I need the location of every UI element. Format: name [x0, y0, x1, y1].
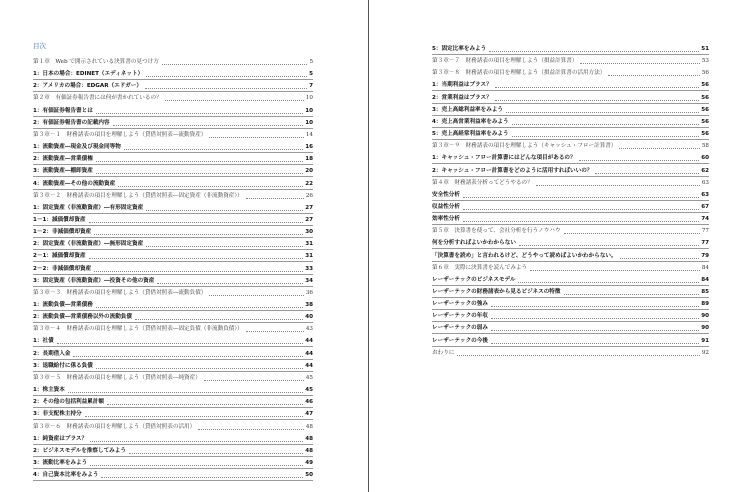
toc-page-number: 56 [701, 118, 709, 125]
toc-entry[interactable] [432, 117, 709, 127]
toc-entry[interactable] [33, 251, 313, 261]
toc-dot-leader [129, 453, 303, 454]
toc-page-number: 44 [305, 338, 313, 345]
toc-entry-title: 2：有価証券報告書の記載内容 [33, 119, 110, 126]
toc-entry-title: 2：その他の包括利益累計額 [33, 399, 105, 406]
toc-dot-leader [536, 185, 700, 186]
toc-dot-leader [463, 197, 699, 198]
toc-page-number: 90 [701, 325, 709, 332]
toc-dot-leader [491, 330, 699, 331]
toc-entry[interactable] [33, 203, 313, 213]
toc-dot-leader [145, 88, 307, 89]
toc-entry[interactable] [33, 458, 313, 468]
toc-dot-leader [489, 51, 699, 52]
toc-entry[interactable] [33, 276, 313, 286]
toc-entry[interactable] [33, 118, 313, 128]
toc-page-number: 85 [701, 289, 709, 295]
toc-entry[interactable] [33, 215, 313, 225]
toc-page-number: 79 [701, 252, 709, 259]
toc-entry-title: 3：流動資産―棚卸資産 [33, 168, 93, 175]
toc-entry-title: 3：流動比率をみよう [33, 459, 88, 466]
toc-entry[interactable] [33, 93, 313, 103]
toc-page-number: 38 [305, 302, 313, 308]
toc-entry[interactable] [33, 324, 313, 334]
toc-dot-leader [113, 125, 304, 126]
toc-page-number: 22 [305, 180, 313, 187]
toc-entry-title: 1：社債 [33, 338, 54, 345]
toc-page-number: 45 [305, 387, 313, 394]
toc-dot-leader [595, 173, 699, 174]
toc-dot-leader [579, 160, 700, 161]
toc-page-number: 48 [305, 423, 313, 430]
toc-entry[interactable] [33, 57, 313, 67]
toc-entry-title: 2：営業利益はプラス？ [432, 94, 492, 101]
toc-entry-title: 第１章 Web で開示されている決算書の見つけ方 [33, 59, 159, 65]
toc-dot-leader [73, 356, 303, 357]
toc-entry[interactable] [432, 214, 709, 224]
toc-entry[interactable] [432, 141, 709, 151]
toc-page-number: 50 [305, 472, 313, 479]
toc-page-number: 46 [305, 399, 313, 406]
toc-dot-leader [90, 441, 303, 442]
toc-dot-leader [491, 343, 699, 344]
toc-entry-title: 5：売上高経常利益率をみよう [432, 131, 509, 138]
toc-dot-leader [246, 198, 304, 199]
toc-page-number: 62 [701, 167, 709, 174]
toc-page-number: 5 [309, 71, 313, 78]
toc-page-number: 56 [701, 82, 709, 89]
toc-dot-leader [118, 186, 303, 187]
toc-dot-leader [96, 307, 303, 308]
toc-title: 目次 [33, 42, 46, 50]
toc-entry[interactable] [432, 238, 709, 248]
toc-dot-leader [96, 113, 303, 114]
toc-entry-title: レーザーテックの財務諸表から見るビジネスの特徴 [432, 289, 561, 295]
toc-entry-title: 2－1：減価償却資産 [33, 253, 86, 260]
toc-entry-title: 第３章－４ 財務諸表の項目を理解しよう（貸借対照表―固定負債（非流動負債）） [33, 326, 243, 333]
toc-page-number: 45 [305, 374, 313, 381]
toc-entry-title: 第３章－５ 財務諸表の項目を理解しよう（貸借対照表―純資産） [33, 374, 201, 381]
toc-page-number: 20 [305, 168, 313, 175]
toc-entry[interactable] [432, 93, 709, 103]
toc-dot-leader [457, 355, 699, 356]
toc-dot-leader [89, 258, 304, 259]
toc-dot-leader [204, 380, 304, 381]
toc-dot-leader [620, 258, 700, 259]
toc-entry[interactable] [432, 178, 709, 188]
toc-page-number: 77 [701, 228, 709, 235]
toc-entry[interactable] [33, 422, 313, 432]
toc-entry-title: 5：固定比率をみよう [432, 46, 487, 52]
toc-dot-leader [491, 318, 699, 319]
toc-entry-title: レーザーテックの強み [432, 301, 488, 308]
toc-dot-leader [209, 137, 303, 138]
toc-entry-title: 第３章－８ 財務諸表の項目を理解しよう（損益計算書の活用方法） [432, 70, 606, 77]
toc-dot-leader [90, 465, 303, 466]
toc-entry-title: レーザーテックのビジネスモデル [432, 276, 516, 283]
toc-entry[interactable] [432, 56, 709, 66]
toc-entry-title: 3：非支配株主持分 [33, 411, 82, 418]
toc-dot-leader [146, 210, 303, 211]
toc-page-number: 51 [701, 46, 709, 52]
toc-dot-leader [107, 404, 303, 405]
toc-entry[interactable] [33, 446, 313, 456]
toc-entry-title: 第３章－９ 財務諸表の項目を理解しよう（キャッシュ・フロー計算書） [432, 143, 617, 150]
toc-entry[interactable] [33, 361, 313, 371]
toc-dot-leader [564, 233, 700, 234]
toc-entry-title: 安全性分析 [432, 191, 460, 198]
toc-page-number: 49 [305, 459, 313, 466]
toc-entry-title: 「決算書を読め」と言われるけど、どうやって読めばよいかわからない。 [432, 252, 617, 259]
toc-entry-title: 2：流動資産―営業債権 [33, 156, 93, 163]
toc-entry[interactable] [432, 68, 709, 78]
toc-entry-title: 1：日本の場合：EDINET（エディネット） [33, 71, 144, 78]
toc-page-number: 63 [701, 179, 709, 186]
toc-dot-leader [68, 392, 303, 393]
toc-entry[interactable] [33, 264, 313, 274]
toc-entry-title: 第６章 実際に決算書を読んでみよう [432, 264, 528, 271]
toc-entry[interactable] [33, 166, 313, 176]
toc-page-number: 27 [305, 204, 313, 211]
toc-entry-title: 第２章 有価証券報告書には何が書かれているの？ [33, 95, 162, 102]
toc-page-number: 48 [305, 435, 313, 442]
toc-entry[interactable] [432, 336, 709, 346]
toc-entry[interactable] [33, 373, 313, 383]
toc-entry-title: 第３章－７ 財務諸表の項目を理解しよう（損益計算書） [432, 58, 578, 65]
toc-entry-title: 1：純資産はプラス？ [33, 435, 88, 442]
toc-entry-title: 3：売上高総利益率をみよう [432, 106, 504, 113]
toc-page-number: 27 [305, 216, 313, 223]
toc-dot-leader [85, 416, 304, 417]
toc-page-number: 63 [701, 191, 709, 198]
toc-entry-title: 収益性分析 [432, 203, 460, 210]
toc-page-number: 31 [305, 253, 313, 260]
toc-dot-leader [89, 222, 304, 223]
toc-entry[interactable] [432, 275, 709, 285]
toc-entry[interactable] [33, 227, 313, 237]
toc-entry[interactable] [432, 129, 709, 139]
toc-dot-leader [512, 124, 700, 125]
toc-entry[interactable] [33, 409, 313, 419]
toc-entry[interactable] [33, 288, 313, 298]
toc-page-number: 89 [701, 301, 709, 308]
toc-page-number: 44 [305, 362, 313, 369]
toc-page-number: 34 [305, 277, 313, 284]
toc-entry-title: レーザーテックの弱み [432, 325, 488, 332]
toc-dot-leader [57, 343, 304, 344]
toc-page-number: 31 [305, 241, 313, 248]
toc-entry[interactable] [432, 287, 709, 297]
toc-page-number: 36 [305, 289, 313, 296]
toc-entry[interactable] [432, 299, 709, 309]
toc-entry[interactable] [33, 312, 313, 322]
toc-entry[interactable] [432, 226, 709, 236]
toc-page-number: 40 [305, 314, 313, 321]
toc-page-number: 10 [305, 107, 313, 114]
toc-entry[interactable] [432, 80, 709, 90]
toc-entry-title: 2：固定資産（非流動資産）―無形固定資産 [33, 241, 144, 248]
toc-entry-title: 4：自己資本比率をみよう [33, 472, 99, 479]
toc-page-number: 56 [701, 106, 709, 113]
toc-entry[interactable] [432, 323, 709, 333]
toc-page-number: 56 [701, 70, 709, 77]
toc-dot-leader [146, 246, 303, 247]
toc-entry-title: 1：固定資産（非流動資産）―有形固定資産 [33, 204, 144, 211]
toc-entry[interactable] [33, 81, 313, 91]
toc-entry[interactable] [432, 105, 709, 115]
toc-page-number: 16 [305, 144, 313, 151]
toc-entry[interactable] [33, 300, 313, 310]
page-divider [368, 0, 369, 492]
toc-entry[interactable] [33, 130, 313, 140]
toc-page-number: 74 [701, 216, 709, 223]
toc-entry-title: 1－2：非減価償却資産 [33, 229, 92, 236]
toc-dot-leader [209, 295, 303, 296]
toc-page-number: 10 [305, 95, 313, 102]
toc-entry-title: 第３章－１ 財務諸表の項目を理解しよう（貸借対照表―流動資産） [33, 131, 207, 138]
toc-entry-title: 2：流動負債―営業債務以外の流動負債 [33, 314, 132, 321]
toc-dot-leader [135, 319, 303, 320]
toc-dot-leader [495, 100, 700, 101]
toc-page-number: 92 [701, 349, 709, 356]
toc-page-number: 26 [305, 192, 313, 199]
toc-dot-leader [246, 331, 304, 332]
toc-dot-leader [506, 112, 699, 113]
toc-page-number: 67 [701, 203, 709, 210]
toc-entry-title: 第３章－３ 財務諸表の項目を理解しよう（貸借対照表―流動負債） [33, 289, 207, 296]
toc-dot-leader [94, 271, 303, 272]
toc-page-number: 44 [305, 350, 313, 357]
toc-dot-leader [124, 149, 303, 150]
toc-entry-title: 4：売上高営業利益率をみよう [432, 118, 509, 125]
toc-entry[interactable] [33, 239, 313, 249]
toc-entry[interactable] [432, 263, 709, 273]
toc-dot-leader [96, 368, 303, 369]
toc-entry[interactable] [33, 179, 313, 189]
toc-dot-leader [146, 76, 307, 77]
toc-page-number: 77 [701, 240, 709, 247]
toc-page-number: 90 [701, 313, 709, 320]
toc-entry[interactable] [33, 397, 313, 407]
toc-page-number: 84 [701, 264, 709, 271]
toc-entry[interactable] [33, 69, 313, 79]
toc-page-number: 10 [305, 119, 313, 126]
toc-entry[interactable] [33, 191, 313, 201]
toc-dot-leader [463, 221, 699, 222]
toc-page-number: 58 [701, 143, 709, 150]
toc-page-number: 91 [701, 337, 709, 344]
toc-entry-title: レーザーテックの年収 [432, 313, 488, 320]
toc-page-number: 14 [305, 131, 313, 138]
toc-entry-title: 2：ビジネスモデルを推察してみよう [33, 447, 126, 454]
toc-dot-leader [165, 100, 304, 101]
toc-entry-title: 1－1：減価償却資産 [33, 216, 86, 223]
toc-dot-leader [157, 283, 303, 284]
toc-entry-title: 2：キャッシュ・フロー計算書をどのように活用すればいいの？ [432, 167, 593, 174]
toc-entry-title: 1：流動負債―営業債務 [33, 302, 93, 308]
toc-entry[interactable] [33, 385, 313, 395]
toc-entry-title: 2－2：非減価償却資産 [33, 265, 92, 272]
toc-dot-leader [518, 282, 699, 283]
toc-entry[interactable] [432, 202, 709, 212]
toc-page-number: 30 [305, 229, 313, 236]
toc-dot-leader [463, 209, 699, 210]
toc-entry-title: 1：当期利益はプラス？ [432, 82, 492, 89]
toc-page-number: 33 [305, 265, 313, 272]
toc-entry[interactable] [432, 153, 709, 163]
toc-entry-title: 2：長期借入金 [33, 350, 71, 357]
toc-dot-leader [198, 429, 304, 430]
toc-entry[interactable] [432, 348, 709, 358]
toc-dot-leader [530, 270, 700, 271]
toc-page-number: 60 [701, 155, 709, 162]
toc-dot-leader [495, 87, 700, 88]
toc-dot-leader [519, 245, 699, 246]
toc-entry-title: 第３章－６ 財務諸表の項目を理解しよう（貸借対照表の活用） [33, 423, 196, 430]
toc-dot-leader [162, 64, 308, 65]
toc-page-number: 56 [701, 94, 709, 101]
toc-page-number: 5 [309, 59, 313, 65]
toc-entry[interactable] [33, 434, 313, 444]
toc-entry[interactable] [33, 336, 313, 346]
toc-dot-leader [94, 234, 303, 235]
toc-dot-leader [491, 306, 699, 307]
toc-entry-title: レーザーテックの今後 [432, 337, 488, 344]
toc-entry-title: 効率性分析 [432, 216, 460, 223]
toc-entry[interactable] [432, 190, 709, 200]
toc-entry-title: 3：退職給付に係る負債 [33, 362, 93, 369]
toc-page-number: 53 [701, 58, 709, 65]
toc-entry-title: 3：固定資産（非流動資産）―投資その他の資産 [33, 277, 155, 284]
toc-entry[interactable] [33, 106, 313, 116]
toc-entry-title: 何を分析すればよいかわからない [432, 240, 516, 247]
toc-entry-title: 第３章－２ 財務諸表の項目を理解しよう（貸借対照表―固定資産（非流動資産）） [33, 192, 243, 199]
toc-dot-leader [608, 75, 699, 76]
toc-dot-leader [96, 161, 303, 162]
toc-entry-title: 第５章 決算書を使って、会社分析を行うノウハウ [432, 228, 561, 235]
toc-page-number: 43 [305, 326, 313, 333]
toc-dot-leader [96, 173, 303, 174]
toc-entry[interactable] [432, 311, 709, 321]
toc-entry-title: 1：有価証券報告書とは [33, 107, 93, 114]
toc-dot-leader [580, 63, 699, 64]
toc-entry[interactable] [33, 142, 313, 152]
toc-entry-title: 1：株主資本 [33, 387, 65, 394]
toc-dot-leader [512, 136, 700, 137]
toc-entry[interactable] [33, 154, 313, 164]
toc-page-number: 47 [305, 411, 313, 418]
toc-page-number: 48 [305, 447, 313, 454]
toc-dot-leader [564, 294, 700, 295]
toc-entry-title: 第４章 財務諸表分析ってどうやるの？ [432, 179, 533, 186]
toc-page-number: 7 [309, 83, 313, 90]
toc-dot-leader [101, 477, 303, 478]
toc-entry-title: 2：アメリカの場合：EDGAR（エドガー） [33, 83, 142, 90]
toc-entry-title: 1：流動資産―現金及び現金同等物 [33, 144, 121, 151]
toc-entry[interactable] [33, 470, 313, 480]
toc-entry-title: 4：流動資産―その他の流動資産 [33, 180, 116, 187]
toc-page-number: 56 [701, 131, 709, 138]
toc-entry[interactable] [432, 251, 709, 261]
toc-entry[interactable] [33, 349, 313, 359]
toc-entry-title: おわりに [432, 349, 455, 356]
toc-entry[interactable] [432, 166, 709, 176]
toc-page-number: 18 [305, 156, 313, 163]
toc-page-number: 84 [701, 276, 709, 283]
toc-entry[interactable] [432, 44, 709, 54]
toc-dot-leader [619, 148, 699, 149]
toc-entry-title: 1：キャッシュ・フロー計算書にはどんな項目があるの？ [432, 155, 576, 162]
